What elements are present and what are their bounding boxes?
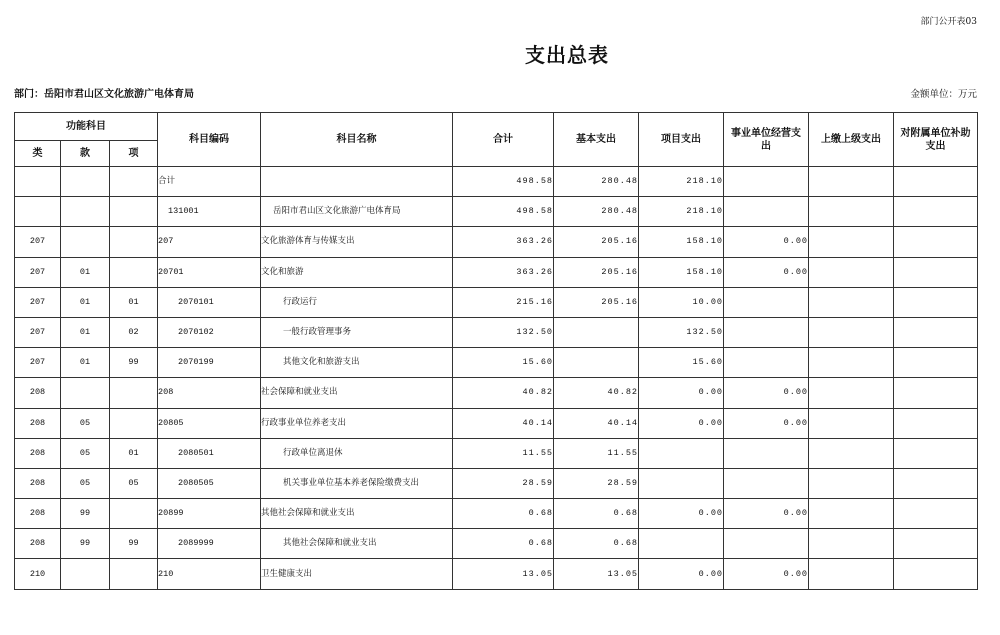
cell-subsidy bbox=[894, 378, 978, 408]
cell-kuan: 01 bbox=[61, 257, 110, 287]
cell-remit bbox=[809, 167, 894, 197]
cell-name: 岳阳市君山区文化旅游广电体育局 bbox=[261, 197, 453, 227]
cell-subsidy bbox=[894, 529, 978, 559]
table-row bbox=[15, 287, 978, 317]
cell-total: 40.14 bbox=[453, 408, 554, 438]
cell-project: 158.10 bbox=[639, 257, 724, 287]
cell-business: 0.00 bbox=[724, 378, 809, 408]
table-row bbox=[15, 257, 978, 287]
cell-kuan bbox=[61, 559, 110, 589]
header-basic bbox=[554, 113, 639, 167]
table-row bbox=[15, 529, 978, 559]
cell-remit bbox=[809, 559, 894, 589]
cell-business bbox=[724, 167, 809, 197]
cell-kuan: 05 bbox=[61, 438, 110, 468]
cell-kuan bbox=[61, 378, 110, 408]
cell-basic: 13.05 bbox=[554, 559, 639, 589]
cell-xiang: 01 bbox=[110, 438, 158, 468]
header-row-primary bbox=[15, 113, 978, 141]
cell-business bbox=[724, 529, 809, 559]
table-body bbox=[15, 167, 978, 590]
table-row bbox=[15, 317, 978, 347]
cell-project: 0.00 bbox=[639, 499, 724, 529]
cell-remit bbox=[809, 378, 894, 408]
cell-code: 2070102 bbox=[158, 317, 261, 347]
cell-lei: 207 bbox=[15, 287, 61, 317]
cell-name: 其他社会保障和就业支出 bbox=[261, 529, 453, 559]
cell-total: 11.55 bbox=[453, 438, 554, 468]
cell-xiang bbox=[110, 378, 158, 408]
cell-project: 0.00 bbox=[639, 378, 724, 408]
header-functional-subject: 功能科目 bbox=[15, 113, 158, 141]
cell-total: 363.26 bbox=[453, 257, 554, 287]
cell-name bbox=[261, 167, 453, 197]
cell-total: 0.68 bbox=[453, 529, 554, 559]
header-xiang: 项 bbox=[110, 141, 158, 167]
cell-lei: 208 bbox=[15, 499, 61, 529]
cell-subsidy bbox=[894, 167, 978, 197]
header-total bbox=[453, 113, 554, 167]
table-row bbox=[15, 167, 978, 197]
cell-basic bbox=[554, 317, 639, 347]
cell-lei: 210 bbox=[15, 559, 61, 589]
cell-basic: 40.82 bbox=[554, 378, 639, 408]
cell-code: 合计 bbox=[158, 167, 261, 197]
cell-total: 215.16 bbox=[453, 287, 554, 317]
cell-code: 2089999 bbox=[158, 529, 261, 559]
cell-code: 2070101 bbox=[158, 287, 261, 317]
cell-project: 15.60 bbox=[639, 348, 724, 378]
cell-project bbox=[639, 468, 724, 498]
cell-lei bbox=[15, 197, 61, 227]
cell-basic: 205.16 bbox=[554, 287, 639, 317]
cell-remit bbox=[809, 317, 894, 347]
cell-remit bbox=[809, 348, 894, 378]
cell-xiang bbox=[110, 197, 158, 227]
header-code bbox=[158, 113, 261, 167]
cell-kuan bbox=[61, 227, 110, 257]
cell-subsidy bbox=[894, 197, 978, 227]
cell-xiang: 02 bbox=[110, 317, 158, 347]
cell-business: 0.00 bbox=[724, 257, 809, 287]
cell-name: 一般行政管理事务 bbox=[261, 317, 453, 347]
cell-business bbox=[724, 438, 809, 468]
cell-total: 498.58 bbox=[453, 167, 554, 197]
cell-xiang: 01 bbox=[110, 287, 158, 317]
header-total-label: 合计 bbox=[493, 134, 514, 145]
cell-basic: 11.55 bbox=[554, 438, 639, 468]
cell-lei bbox=[15, 167, 61, 197]
header-name bbox=[261, 113, 453, 167]
cell-lei: 208 bbox=[15, 378, 61, 408]
cell-basic: 280.48 bbox=[554, 197, 639, 227]
header-remit-label: 上缴上级支出 bbox=[821, 134, 882, 145]
cell-lei: 208 bbox=[15, 438, 61, 468]
header-subsidy bbox=[894, 113, 978, 167]
cell-business: 0.00 bbox=[724, 227, 809, 257]
cell-lei: 207 bbox=[15, 317, 61, 347]
table-row bbox=[15, 227, 978, 257]
cell-basic: 280.48 bbox=[554, 167, 639, 197]
cell-name: 行政事业单位养老支出 bbox=[261, 408, 453, 438]
cell-subsidy bbox=[894, 499, 978, 529]
amount-unit-label: 金额单位：万元 bbox=[910, 89, 977, 100]
cell-basic: 0.68 bbox=[554, 499, 639, 529]
cell-xiang bbox=[110, 559, 158, 589]
cell-code: 20805 bbox=[158, 408, 261, 438]
cell-kuan: 01 bbox=[61, 287, 110, 317]
cell-subsidy bbox=[894, 287, 978, 317]
header-project bbox=[639, 113, 724, 167]
cell-kuan bbox=[61, 167, 110, 197]
cell-business bbox=[724, 468, 809, 498]
cell-code: 208 bbox=[158, 378, 261, 408]
cell-code: 131001 bbox=[158, 197, 261, 227]
cell-business bbox=[724, 287, 809, 317]
cell-xiang bbox=[110, 167, 158, 197]
cell-subsidy bbox=[894, 408, 978, 438]
cell-basic: 205.16 bbox=[554, 257, 639, 287]
table-row bbox=[15, 348, 978, 378]
cell-code: 20701 bbox=[158, 257, 261, 287]
cell-project: 218.10 bbox=[639, 167, 724, 197]
cell-remit bbox=[809, 227, 894, 257]
cell-business bbox=[724, 317, 809, 347]
cell-basic: 205.16 bbox=[554, 227, 639, 257]
header-code-label: 科目编码 bbox=[189, 134, 230, 145]
header-business bbox=[724, 113, 809, 167]
page-title: 支出总表 bbox=[525, 43, 609, 67]
expenditure-summary-table bbox=[14, 112, 978, 590]
table-row bbox=[15, 197, 978, 227]
form-code-label: 部门公开表03 bbox=[920, 17, 977, 27]
cell-project: 218.10 bbox=[639, 197, 724, 227]
cell-name: 社会保障和就业支出 bbox=[261, 378, 453, 408]
cell-xiang bbox=[110, 499, 158, 529]
cell-xiang: 99 bbox=[110, 529, 158, 559]
cell-code: 20899 bbox=[158, 499, 261, 529]
cell-project: 0.00 bbox=[639, 408, 724, 438]
cell-lei: 208 bbox=[15, 468, 61, 498]
cell-kuan: 01 bbox=[61, 348, 110, 378]
cell-remit bbox=[809, 257, 894, 287]
cell-project: 158.10 bbox=[639, 227, 724, 257]
cell-subsidy bbox=[894, 559, 978, 589]
header-basic-label: 基本支出 bbox=[576, 134, 617, 145]
cell-project: 10.00 bbox=[639, 287, 724, 317]
cell-project: 0.00 bbox=[639, 559, 724, 589]
cell-name: 行政单位离退休 bbox=[261, 438, 453, 468]
cell-kuan: 05 bbox=[61, 408, 110, 438]
cell-code: 2080505 bbox=[158, 468, 261, 498]
cell-kuan: 05 bbox=[61, 468, 110, 498]
cell-name: 其他文化和旅游支出 bbox=[261, 348, 453, 378]
table-row bbox=[15, 559, 978, 589]
cell-subsidy bbox=[894, 468, 978, 498]
table-row bbox=[15, 499, 978, 529]
cell-total: 132.50 bbox=[453, 317, 554, 347]
cell-xiang: 99 bbox=[110, 348, 158, 378]
header-project-label: 项目支出 bbox=[661, 134, 702, 145]
cell-total: 40.82 bbox=[453, 378, 554, 408]
cell-lei: 208 bbox=[15, 529, 61, 559]
header-subsidy-label: 对附属单位补助支出 bbox=[900, 127, 971, 152]
cell-lei: 207 bbox=[15, 257, 61, 287]
header-kuan: 款 bbox=[61, 141, 110, 167]
cell-name: 其他社会保障和就业支出 bbox=[261, 499, 453, 529]
cell-total: 0.68 bbox=[453, 499, 554, 529]
cell-total: 363.26 bbox=[453, 227, 554, 257]
cell-subsidy bbox=[894, 257, 978, 287]
header-business-label: 事业单位经营支出 bbox=[731, 127, 802, 152]
cell-kuan: 99 bbox=[61, 529, 110, 559]
cell-name: 文化旅游体育与传媒支出 bbox=[261, 227, 453, 257]
cell-xiang bbox=[110, 257, 158, 287]
cell-xiang bbox=[110, 408, 158, 438]
table-row bbox=[15, 438, 978, 468]
cell-basic bbox=[554, 348, 639, 378]
cell-total: 15.60 bbox=[453, 348, 554, 378]
cell-code: 2070199 bbox=[158, 348, 261, 378]
header-remit bbox=[809, 113, 894, 167]
cell-kuan: 99 bbox=[61, 499, 110, 529]
cell-name: 机关事业单位基本养老保险缴费支出 bbox=[261, 468, 453, 498]
cell-basic: 0.68 bbox=[554, 529, 639, 559]
cell-business bbox=[724, 197, 809, 227]
cell-project bbox=[639, 438, 724, 468]
department-label: 部门：岳阳市君山区文化旅游广电体育局 bbox=[14, 89, 194, 100]
cell-kuan: 01 bbox=[61, 317, 110, 347]
cell-xiang bbox=[110, 227, 158, 257]
table-row bbox=[15, 408, 978, 438]
cell-code: 2080501 bbox=[158, 438, 261, 468]
cell-subsidy bbox=[894, 348, 978, 378]
cell-remit bbox=[809, 408, 894, 438]
cell-remit bbox=[809, 287, 894, 317]
cell-name: 行政运行 bbox=[261, 287, 453, 317]
cell-remit bbox=[809, 529, 894, 559]
cell-lei: 208 bbox=[15, 408, 61, 438]
cell-total: 13.05 bbox=[453, 559, 554, 589]
cell-project bbox=[639, 529, 724, 559]
header-name-label: 科目名称 bbox=[336, 134, 377, 145]
cell-project: 132.50 bbox=[639, 317, 724, 347]
header-lei: 类 bbox=[15, 141, 61, 167]
cell-business: 0.00 bbox=[724, 499, 809, 529]
cell-basic: 40.14 bbox=[554, 408, 639, 438]
cell-subsidy bbox=[894, 227, 978, 257]
cell-code: 207 bbox=[158, 227, 261, 257]
cell-remit bbox=[809, 468, 894, 498]
cell-business: 0.00 bbox=[724, 559, 809, 589]
cell-total: 498.58 bbox=[453, 197, 554, 227]
cell-remit bbox=[809, 499, 894, 529]
cell-remit bbox=[809, 197, 894, 227]
cell-basic: 28.59 bbox=[554, 468, 639, 498]
cell-code: 210 bbox=[158, 559, 261, 589]
cell-business: 0.00 bbox=[724, 408, 809, 438]
cell-kuan bbox=[61, 197, 110, 227]
table-row bbox=[15, 468, 978, 498]
table-header bbox=[15, 113, 978, 167]
cell-remit bbox=[809, 438, 894, 468]
cell-total: 28.59 bbox=[453, 468, 554, 498]
table-row bbox=[15, 378, 978, 408]
cell-xiang: 05 bbox=[110, 468, 158, 498]
cell-subsidy bbox=[894, 317, 978, 347]
cell-name: 文化和旅游 bbox=[261, 257, 453, 287]
cell-name: 卫生健康支出 bbox=[261, 559, 453, 589]
cell-business bbox=[724, 348, 809, 378]
cell-lei: 207 bbox=[15, 348, 61, 378]
cell-lei: 207 bbox=[15, 227, 61, 257]
cell-subsidy bbox=[894, 438, 978, 468]
